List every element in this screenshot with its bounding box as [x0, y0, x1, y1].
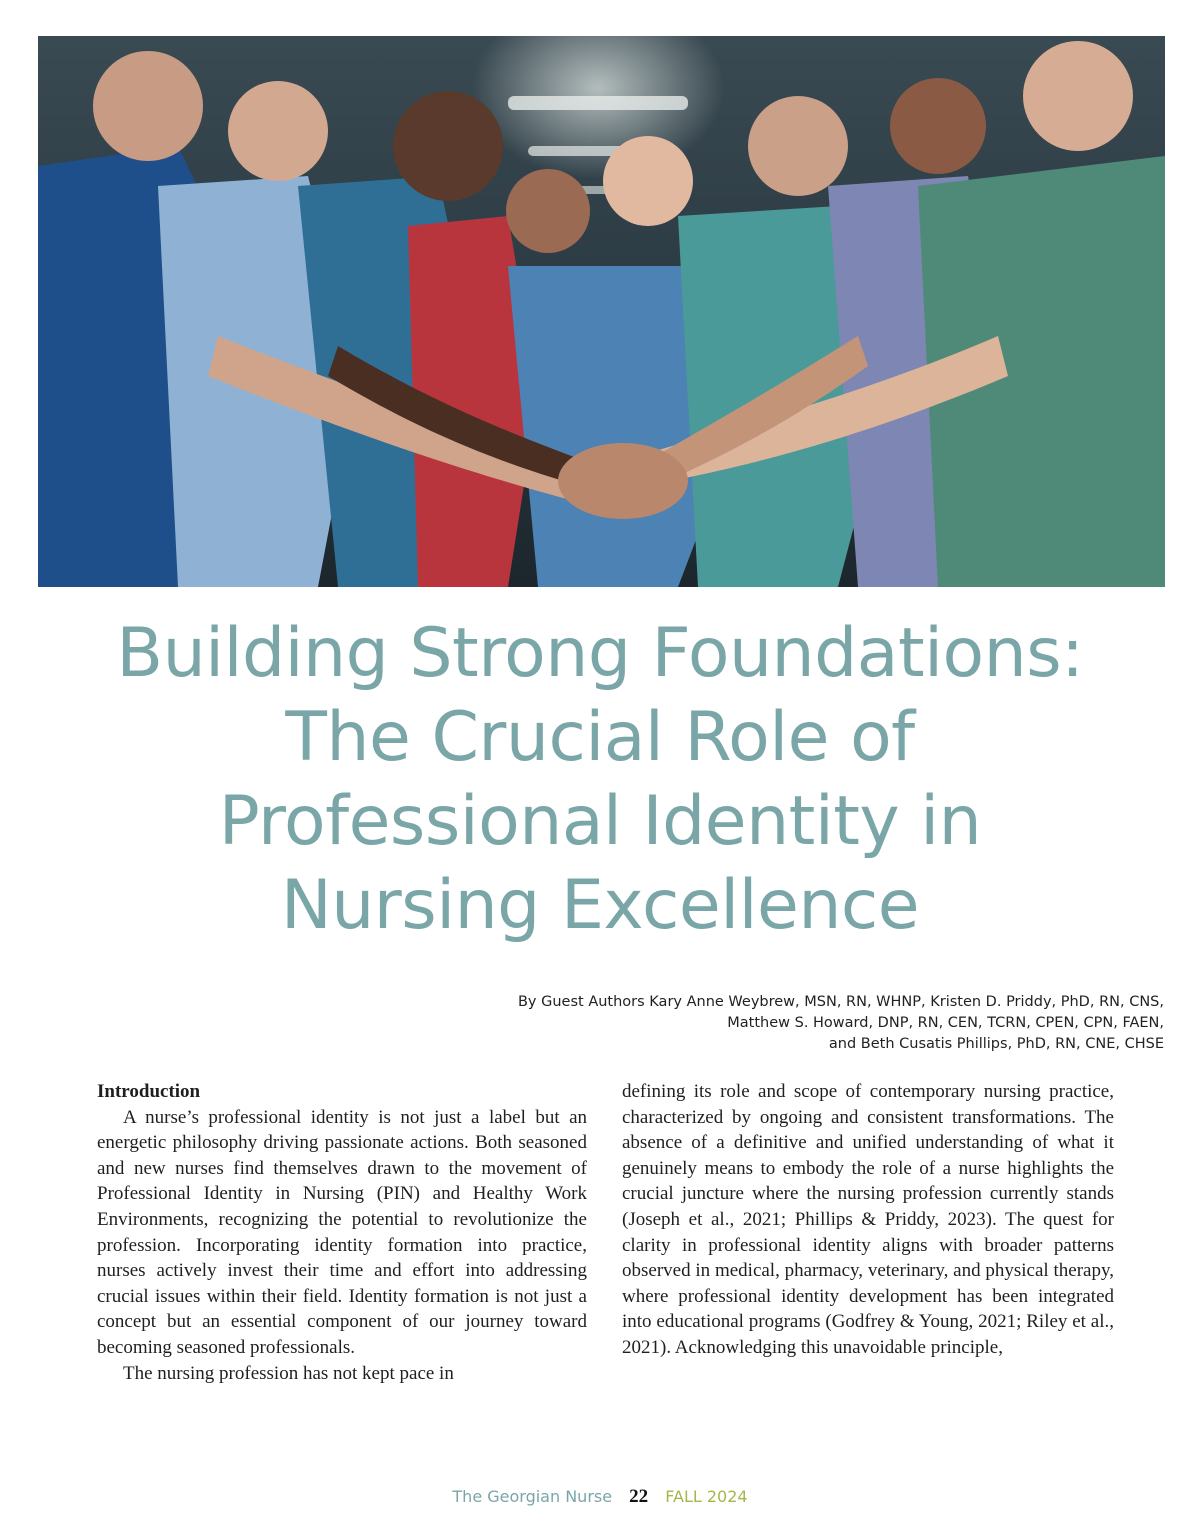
byline-line-3: and Beth Cusatis Phillips, PhD, RN, CNE, CHSE: [828, 1036, 1164, 1052]
page-footer: [0, 1486, 1200, 1508]
article-title: [0, 612, 1200, 948]
byline-line-1: By Guest Authors Kary Anne Weybrew, MSN, RN, WHNP, Kristen D. Priddy, PhD, RN, CNS,: [517, 994, 1164, 1010]
title-line-3: Professional Identity in: [218, 782, 982, 861]
issue-label: FALL 2024: [665, 1487, 748, 1506]
title-line-4: Nursing Excellence: [280, 866, 920, 945]
body-column-left: [97, 1079, 587, 1386]
byline-line-2: Matthew S. Howard, DNP, RN, CEN, TCRN, CPEN, CPN, FAEN,: [727, 1015, 1164, 1031]
section-heading: Introduction: [97, 1081, 201, 1102]
body-column-right: [622, 1079, 1114, 1361]
body-paragraph-1: A nurse’s professional identity is not just a label but an energetic philosophy driving passionate actions. Both seasoned and new nurses find themselves drawn to the movement of Professional Identity in Nursing (PIN) and Healthy Work Environments, recognizing the potential to revolutionize the profession. Incorporating identity formation into practice, nurses actively invest their time and effort into addressing crucial issues within their field. Identity formation is not just a concept but an essential component of our journey toward becoming seasoned professionals.: [97, 1106, 587, 1358]
nurses-team-photo-icon: [38, 36, 1165, 587]
title-line-1: Building Strong Foundations:: [116, 614, 1084, 693]
publication-name: The Georgian Nurse: [452, 1487, 613, 1506]
title-line-2: The Crucial Role of: [285, 698, 915, 777]
body-paragraph-continued: defining its role and scope of contemporary nursing practice, characterized by ongoing and consistent transformations. The absence of a definitive and unified understanding of what it genuinely means to embody the role of a nurse highlights the crucial juncture where the nursing profession currently stands (Joseph et al., 2021; Phillips & Priddy, 2023). The quest for clarity in professional identity aligns with broader patterns observed in medical, pharmacy, veterinary, and physical therapy, where professional identity development has been integrated into educational programs (Godfrey & Young, 2021; Riley et al., 2021). Acknowledging this unavoidable principle,: [622, 1081, 1114, 1358]
body-paragraph-2: The nursing profession has not kept pace in: [123, 1362, 454, 1384]
hero-photo: [38, 36, 1165, 587]
page-number: 22: [629, 1486, 649, 1507]
author-byline: [264, 992, 1164, 1055]
